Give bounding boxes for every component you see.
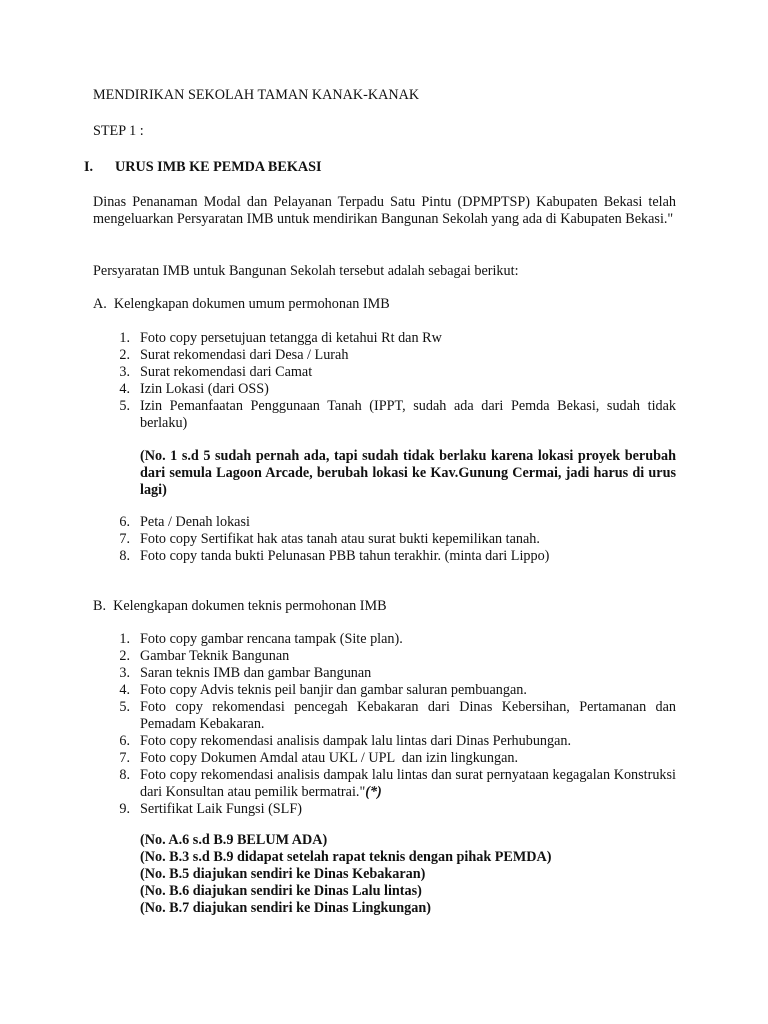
item-text: Foto copy persetujuan tetangga di ketahui Rt dan Rw [140,330,442,346]
item-number: 7. [119,531,130,547]
item-text: Foto copy Advis teknis peil banjir dan gambar saluran pembuangan. [140,682,527,698]
section-number: I. [84,159,94,175]
item-text: Foto copy Sertifikat hak atas tanah atau surat bukti kepemilikan tanah. [140,531,540,547]
item-text: Gambar Teknik Bangunan [140,648,290,664]
item-text: Izin Lokasi (dari OSS) [140,381,269,397]
item-number: 3. [119,364,130,380]
intro-paragraph: Dinas Penanaman Modal dan Pelayanan Terpadu Satu Pintu (DPMPTSP) Kabupaten Bekasi telah mengeluarkan Persyaratan IMB untuk mendirikan Bangunan Sekolah yang ada di Kabupaten Bekasi." [93,194,676,227]
section-title: URUS IMB KE PEMDA BEKASI [115,159,322,175]
item-text: Izin Pemanfaatan Penggunaan Tanah (IPPT, sudah ada dari Pemda Bekasi, sudah tidak berlaku) [140,398,676,431]
item-number: 8. [119,548,130,564]
item-number: 7. [119,750,130,766]
item-number: 1. [119,631,130,647]
item-number: 2. [119,648,130,664]
doc-title: MENDIRIKAN SEKOLAH TAMAN KANAK-KANAK [93,87,420,103]
item-number: 3. [119,665,130,681]
note-line: (No. B.7 diajukan sendiri ke Dinas Lingkungan) [140,900,431,916]
item-text: Peta / Denah lokasi [140,514,250,530]
item-text-wrap [140,767,676,801]
item-text: Surat rekomendasi dari Desa / Lurah [140,347,349,363]
step-label: STEP 1 : [93,123,144,139]
item-number: 4. [119,381,130,397]
item-number: 1. [119,330,130,346]
item-number: 5. [119,699,130,715]
item-text: Sertifikat Laik Fungsi (SLF) [140,801,302,817]
item-number: 6. [119,733,130,749]
section-b-heading: B. Kelengkapan dokumen teknis permohonan IMB [93,598,387,614]
note-line: (No. B.5 diajukan sendiri ke Dinas Kebakaran) [140,866,426,882]
item-suffix: (*) [365,784,382,800]
note-line: (No. A.6 s.d B.9 BELUM ADA) [140,832,328,848]
item-text: Foto copy tanda bukti Pelunasan PBB tahun terakhir. (minta dari Lippo) [140,548,550,564]
item-text: Foto copy rekomendasi analisis dampak lalu lintas dari Dinas Perhubungan. [140,733,572,749]
note-line: (No. B.6 diajukan sendiri ke Dinas Lalu lintas) [140,883,422,899]
item-text: Saran teknis IMB dan gambar Bangunan [140,665,372,681]
item-text: Foto copy rekomendasi pencegah Kebakaran dari Dinas Kebersihan, Pertamanan dan Pemadam Kebakaran. [140,699,676,732]
item-text: Foto copy gambar rencana tampak (Site plan). [140,631,403,647]
item-number: 9. [119,801,130,817]
item-number: 8. [119,767,130,783]
item-number: 5. [119,398,130,414]
section-a-note: (No. 1 s.d 5 sudah pernah ada, tapi sudah tidak berlaku karena lokasi proyek berubah dari semula Lagoon Arcade, berubah lokasi ke Kav.Gunung Cermai, jadi harus di urus lagi) [140,448,676,498]
item-text: Surat rekomendasi dari Camat [140,364,313,380]
section-a-heading: A. Kelengkapan dokumen umum permohonan IMB [93,296,390,312]
section-b-notes [140,832,700,917]
item-text: Foto copy Dokumen Amdal atau UKL / UPL dan izin lingkungan. [140,750,519,766]
item-number: 4. [119,682,130,698]
requirements-intro: Persyaratan IMB untuk Bangunan Sekolah tersebut adalah sebagai berikut: [93,263,519,279]
item-number: 6. [119,514,130,530]
note-line: (No. B.3 s.d B.9 didapat setelah rapat teknis dengan pihak PEMDA) [140,849,552,865]
item-text: Foto copy rekomendasi analisis dampak lalu lintas dan surat pernyataan kegagalan Konstruksi dari Konsultan atau pemilik bermatrai." [140,767,676,800]
item-number: 2. [119,347,130,363]
